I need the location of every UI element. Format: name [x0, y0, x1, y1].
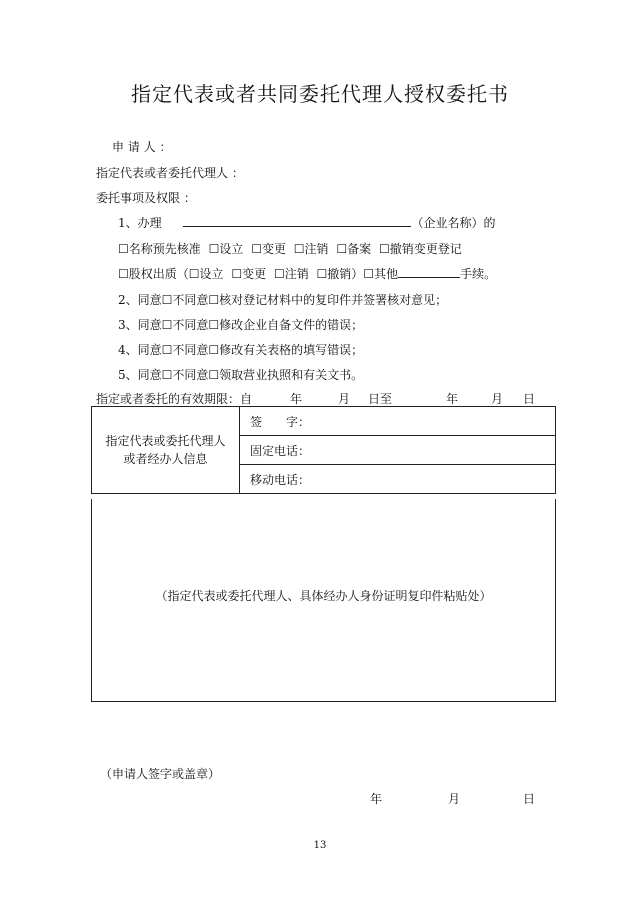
option-pledge-cancel[interactable]: ☐注销 [273, 267, 309, 281]
applicant-sign-label: （申请人签字或盖章） [100, 767, 221, 781]
scope-label: 委托事项及权限 ： [96, 191, 196, 205]
page-number: 13 [313, 840, 327, 851]
signature-cell[interactable]: 签 字： [240, 407, 556, 436]
item-1 [118, 214, 495, 231]
item-4: 4、同意☐不同意☐修改有关表格的填写错误； [118, 343, 364, 357]
other-blank[interactable] [398, 265, 460, 278]
item-3: 3、同意☐不同意☐修改企业自备文件的错误； [118, 318, 364, 332]
option-equity-pledge[interactable]: ☐股权出质（☐设立 [118, 267, 224, 281]
option-cancel[interactable]: ☐注销 [293, 242, 329, 256]
id-copy-paste-area [91, 499, 556, 702]
validity-year-1: 年 [290, 392, 303, 406]
validity-label: 指定或者委托的有效期限：自 [96, 392, 253, 406]
validity-day-to: 日至 [368, 392, 393, 406]
validity-month-1: 月 [338, 392, 351, 406]
option-name-approval[interactable]: ☐名称预先核准 [118, 242, 201, 256]
options-row-1 [118, 240, 462, 257]
option-pledge-revoke[interactable]: ☐撤销）☐其他 [316, 267, 399, 281]
item-5: 5、同意☐不同意☐领取营业执照和有关文书。 [118, 368, 364, 382]
option-filing[interactable]: ☐备案 [336, 242, 372, 256]
fixed-phone-cell[interactable]: 固定电话： [240, 436, 556, 465]
validity-month-2: 月 [491, 392, 504, 406]
agent-info-table [91, 406, 556, 494]
options-row-2 [118, 265, 496, 282]
footer-day: 日 [523, 792, 536, 806]
option-revoke-change[interactable]: ☐撤销变更登记 [378, 242, 462, 256]
option-pledge-change[interactable]: ☐变更 [231, 267, 267, 281]
id-copy-note: （指定代表或委托代理人、具体经办人身份证明复印件粘贴处） [155, 589, 492, 603]
validity-year-2: 年 [446, 392, 459, 406]
agent-label: 指定代表或者委托代理人 ： [96, 166, 244, 180]
mobile-phone-cell[interactable]: 移动电话： [240, 465, 556, 494]
option-establish[interactable]: ☐设立 [208, 242, 244, 256]
footer-year: 年 [370, 792, 383, 806]
validity-day-2: 日 [523, 392, 536, 406]
item-1-prefix: 1、办理 [118, 216, 162, 230]
company-name-blank[interactable] [183, 214, 411, 227]
footer-month: 月 [448, 792, 461, 806]
options-row-2-end: 手续。 [460, 267, 497, 281]
agent-info-label: 指定代表或委托代理人或者经办人信息 [92, 407, 240, 494]
option-change[interactable]: ☐变更 [251, 242, 286, 256]
item-1-suffix: （企业名称）的 [411, 216, 496, 230]
page-title: 指定代表或者共同委托代理人授权委托书 [131, 82, 509, 106]
applicant-label: 申 请 人 ： [112, 140, 172, 154]
item-2: 2、同意☐不同意☐核对登记材料中的复印件并签署核对意见； [118, 293, 448, 307]
